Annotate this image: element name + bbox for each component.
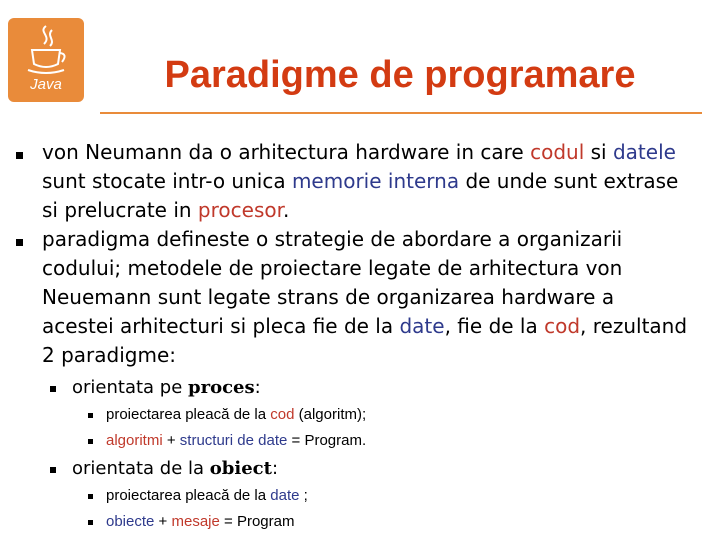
title-divider — [100, 112, 702, 114]
text-span: paradigma defineste o strategie de abordare a organizarii codului; metodele de proiectare legate de arhitectura von Neuemann sunt legate strans de organizarea hardware a acestei arhitecturi si pleca fie de la — [42, 227, 623, 338]
text-span: ; — [299, 487, 308, 504]
text-span: proiectarea pleacă de la — [106, 487, 271, 504]
highlight-red: cod — [544, 314, 581, 338]
subitem-obiect — [72, 457, 278, 481]
text-span: si — [584, 140, 613, 164]
java-logo — [8, 18, 84, 102]
highlight-blue: date — [399, 314, 445, 338]
text-span: : — [254, 377, 261, 398]
bullet-marker — [88, 413, 93, 418]
text-span: de unde sunt extrase si prelucrate in — [42, 169, 679, 222]
text-span: . — [282, 198, 290, 222]
bullet-marker — [88, 520, 93, 525]
java-logo-text: Java — [30, 76, 62, 93]
text-span: : — [271, 458, 279, 479]
paragraph-von-neumann — [42, 138, 692, 225]
subitem-proces-detail-2 — [106, 431, 366, 451]
text-span: + — [154, 513, 172, 530]
bullet-marker — [16, 152, 23, 159]
text-span: orientata pe — [72, 377, 189, 398]
highlight-red: cod — [270, 406, 295, 423]
highlight-red: codul — [530, 140, 585, 164]
highlight-red: procesor — [197, 198, 283, 222]
page-title: Paradigme de programare — [164, 54, 636, 96]
highlight-blue: structuri de date — [179, 432, 288, 449]
bold-term: proces — [188, 377, 255, 398]
text-span: sunt stocate intr-o unica — [42, 169, 292, 193]
text-span: orientata de la — [72, 458, 210, 479]
highlight-blue: memorie interna — [291, 169, 460, 193]
bullet-marker — [88, 439, 93, 444]
subitem-obiect-detail-1 — [106, 486, 308, 506]
text-span: , fie de la — [444, 314, 545, 338]
highlight-blue: obiecte — [106, 513, 155, 530]
highlight-red: algoritmi — [106, 432, 163, 449]
text-span: = Program — [219, 513, 295, 530]
subitem-proces — [72, 376, 261, 400]
paragraph-paradigma — [42, 225, 692, 370]
text-span: proiectarea pleacă de la — [106, 406, 271, 423]
highlight-blue: datele — [612, 140, 676, 164]
highlight-red: mesaje — [171, 513, 220, 530]
bullet-marker — [50, 386, 56, 392]
highlight-blue: date — [270, 487, 300, 504]
text-span: + — [162, 432, 180, 449]
subitem-proces-detail-1 — [106, 405, 366, 425]
bullet-marker — [16, 239, 23, 246]
text-span: = Program. — [287, 432, 367, 449]
bold-term: obiect — [209, 458, 272, 479]
subitem-obiect-detail-2 — [106, 512, 294, 532]
text-span: von Neumann da o arhitectura hardware in care — [42, 140, 531, 164]
text-span: (algoritm); — [294, 406, 367, 423]
bullet-marker — [88, 494, 93, 499]
bullet-marker — [50, 467, 56, 473]
text-span: , rezultand 2 paradigme: — [42, 314, 688, 367]
